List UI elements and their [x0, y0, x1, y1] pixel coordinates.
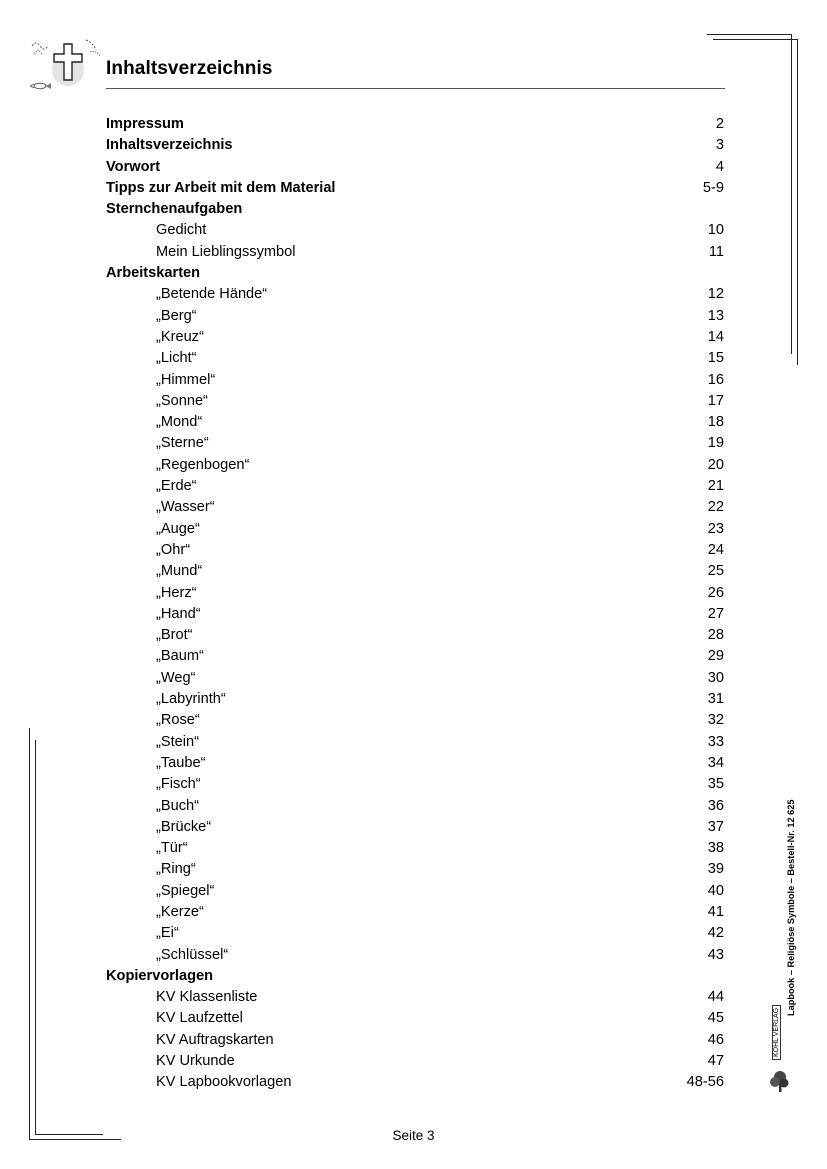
toc-label: „Berg“	[156, 307, 197, 324]
toc-section	[106, 178, 724, 199]
toc-page-number: 41	[707, 903, 724, 920]
toc-entry	[106, 1072, 724, 1093]
toc-page-number: 31	[707, 691, 724, 708]
toc-entry	[106, 902, 724, 923]
page-title: Inhaltsverzeichnis	[106, 58, 273, 79]
toc-label: „Ohr“	[156, 541, 191, 558]
side-order-number: Lapbook – Religiöse Symbole – Bestell-Nr. 12 625	[786, 799, 796, 1016]
table-of-contents	[106, 114, 724, 1094]
toc-label: „Schlüssel“	[156, 946, 229, 963]
toc-entry	[106, 284, 724, 305]
toc-entry	[106, 945, 724, 966]
toc-page-number: 37	[707, 818, 724, 835]
toc-page-number: 11	[708, 243, 724, 260]
toc-label: Tipps zur Arbeit mit dem Material	[106, 179, 336, 196]
toc-page-number: 32	[707, 712, 724, 729]
cross-symbols-logo-icon	[28, 34, 106, 96]
toc-label: „Baum“	[156, 648, 204, 665]
toc-page-number: 21	[707, 478, 724, 495]
toc-label: „Fisch“	[156, 776, 201, 793]
toc-page-number: 42	[707, 925, 724, 942]
frame-left-line	[35, 740, 36, 1134]
toc-page-number: 18	[707, 414, 724, 431]
toc-label: „Herz“	[156, 584, 197, 601]
toc-label: „Kerze“	[156, 903, 204, 920]
toc-label: KV Laufzettel	[156, 1010, 243, 1027]
toc-label: „Tür“	[156, 840, 188, 857]
toc-label: Sternchenaufgaben	[106, 201, 243, 218]
toc-label: „Brot“	[156, 627, 193, 644]
toc-label: „Regenbogen“	[156, 456, 250, 473]
toc-entry	[106, 689, 724, 710]
toc-label: „Mond“	[156, 414, 203, 431]
page-number: Seite 3	[392, 1128, 435, 1143]
toc-page-number: 4	[715, 158, 724, 175]
toc-entry	[106, 561, 724, 582]
toc-section	[106, 114, 724, 135]
toc-page-number: 5-9	[702, 179, 724, 196]
toc-entry	[106, 327, 724, 348]
toc-entry	[106, 348, 724, 369]
toc-page-number: 40	[707, 882, 724, 899]
toc-label: Gedicht	[156, 222, 207, 239]
toc-page-number: 48-56	[686, 1074, 724, 1091]
toc-label: „Spiegel“	[156, 882, 215, 899]
toc-page-number: 30	[707, 669, 724, 686]
toc-entry	[106, 370, 724, 391]
toc-label: „Labyrinth“	[156, 691, 226, 708]
toc-label: „Erde“	[156, 478, 197, 495]
toc-page-number: 23	[707, 520, 724, 537]
toc-entry	[106, 710, 724, 731]
toc-entry	[106, 1030, 724, 1051]
toc-page-number: 3	[715, 137, 724, 154]
frame-left-line	[29, 728, 30, 1139]
toc-label: Arbeitskarten	[106, 265, 201, 282]
toc-entry	[106, 519, 724, 540]
toc-label: „Ring“	[156, 861, 196, 878]
toc-section	[106, 966, 724, 987]
toc-page-number: 19	[707, 435, 724, 452]
toc-label: „Taube“	[156, 754, 206, 771]
toc-label: „Betende Hände“	[156, 286, 268, 303]
toc-page-number: 2	[715, 116, 724, 132]
toc-label: KV Lapbookvorlagen	[156, 1074, 292, 1091]
toc-page-number: 17	[707, 392, 724, 409]
toc-label: KV Auftragskarten	[156, 1031, 274, 1048]
toc-page-number: 39	[707, 861, 724, 878]
toc-label: „Licht“	[156, 350, 197, 367]
toc-label: „Stein“	[156, 733, 199, 750]
toc-section	[106, 199, 724, 220]
toc-entry	[106, 859, 724, 880]
toc-page-number: 14	[707, 328, 724, 345]
toc-label: KV Urkunde	[156, 1053, 235, 1070]
toc-page-number: 13	[707, 307, 724, 324]
toc-page-number: 26	[707, 584, 724, 601]
title-divider	[106, 88, 725, 89]
toc-entry	[106, 668, 724, 689]
toc-label: „Weg“	[156, 669, 196, 686]
toc-page-number: 16	[707, 371, 724, 388]
toc-entry	[106, 625, 724, 646]
toc-entry	[106, 881, 724, 902]
toc-page-number: 15	[707, 350, 724, 367]
toc-entry	[106, 604, 724, 625]
toc-entry	[106, 433, 724, 454]
toc-page-number: 34	[707, 754, 724, 771]
toc-entry	[106, 923, 724, 944]
toc-entry	[106, 220, 724, 241]
toc-page-number: 35	[707, 776, 724, 793]
tree-icon	[768, 1068, 794, 1094]
toc-page-number: 25	[707, 563, 724, 580]
toc-label: „Kreuz“	[156, 328, 204, 345]
toc-entry	[106, 732, 724, 753]
toc-page-number: 47	[707, 1053, 724, 1070]
toc-label: Kopiervorlagen	[106, 967, 214, 984]
toc-label: „Sonne“	[156, 392, 208, 409]
frame-right-line	[797, 39, 798, 365]
toc-section	[106, 157, 724, 178]
frame-top-right-line	[713, 39, 797, 40]
toc-page-number: 27	[707, 605, 724, 622]
toc-entry	[106, 306, 724, 327]
toc-label: KV Klassenliste	[156, 989, 258, 1006]
toc-page-number: 28	[707, 627, 724, 644]
frame-top-right-line	[707, 34, 791, 35]
toc-section	[106, 263, 724, 284]
toc-label: Vorwort	[106, 158, 161, 175]
toc-page-number: 46	[707, 1031, 724, 1048]
toc-label: „Himmel“	[156, 371, 216, 388]
toc-entry	[106, 838, 724, 859]
toc-page-number: 20	[707, 456, 724, 473]
toc-entry	[106, 753, 724, 774]
toc-entry	[106, 987, 724, 1008]
toc-entry	[106, 817, 724, 838]
toc-page-number: 24	[707, 541, 724, 558]
toc-label: „Sterne“	[156, 435, 209, 452]
toc-entry	[106, 497, 724, 518]
toc-entry	[106, 540, 724, 561]
toc-page-number: 38	[707, 840, 724, 857]
toc-entry	[106, 455, 724, 476]
toc-entry	[106, 391, 724, 412]
toc-label: Inhaltsverzeichnis	[106, 137, 233, 154]
toc-page-number: 44	[707, 989, 724, 1006]
toc-entry	[106, 646, 724, 667]
toc-label: Mein Lieblingssymbol	[156, 243, 296, 260]
toc-page-number: 33	[707, 733, 724, 750]
toc-entry	[106, 1051, 724, 1072]
toc-entry	[106, 412, 724, 433]
toc-page-number: 12	[707, 286, 724, 303]
toc-label: „Mund“	[156, 563, 203, 580]
toc-label: „Buch“	[156, 797, 199, 814]
frame-right-line	[791, 34, 792, 354]
toc-entry	[106, 796, 724, 817]
toc-entry	[106, 242, 724, 263]
toc-label: „Auge“	[156, 520, 200, 537]
toc-label: „Wasser“	[156, 499, 215, 516]
toc-page-number: 10	[707, 222, 724, 239]
toc-label: „Ei“	[156, 925, 179, 942]
toc-entry	[106, 774, 724, 795]
toc-section	[106, 135, 724, 156]
publisher-logo: KOHL VERLAG	[772, 1005, 781, 1060]
toc-label: „Rose“	[156, 712, 200, 729]
toc-page-number: 22	[707, 499, 724, 516]
toc-label: Impressum	[106, 116, 184, 132]
toc-page-number: 43	[707, 946, 724, 963]
toc-page-number: 36	[707, 797, 724, 814]
toc-entry	[106, 1008, 724, 1029]
toc-page-number: 45	[707, 1010, 724, 1027]
toc-label: „Hand“	[156, 605, 201, 622]
toc-label: „Brücke“	[156, 818, 212, 835]
toc-entry	[106, 583, 724, 604]
toc-page-number: 29	[707, 648, 724, 665]
toc-entry	[106, 476, 724, 497]
